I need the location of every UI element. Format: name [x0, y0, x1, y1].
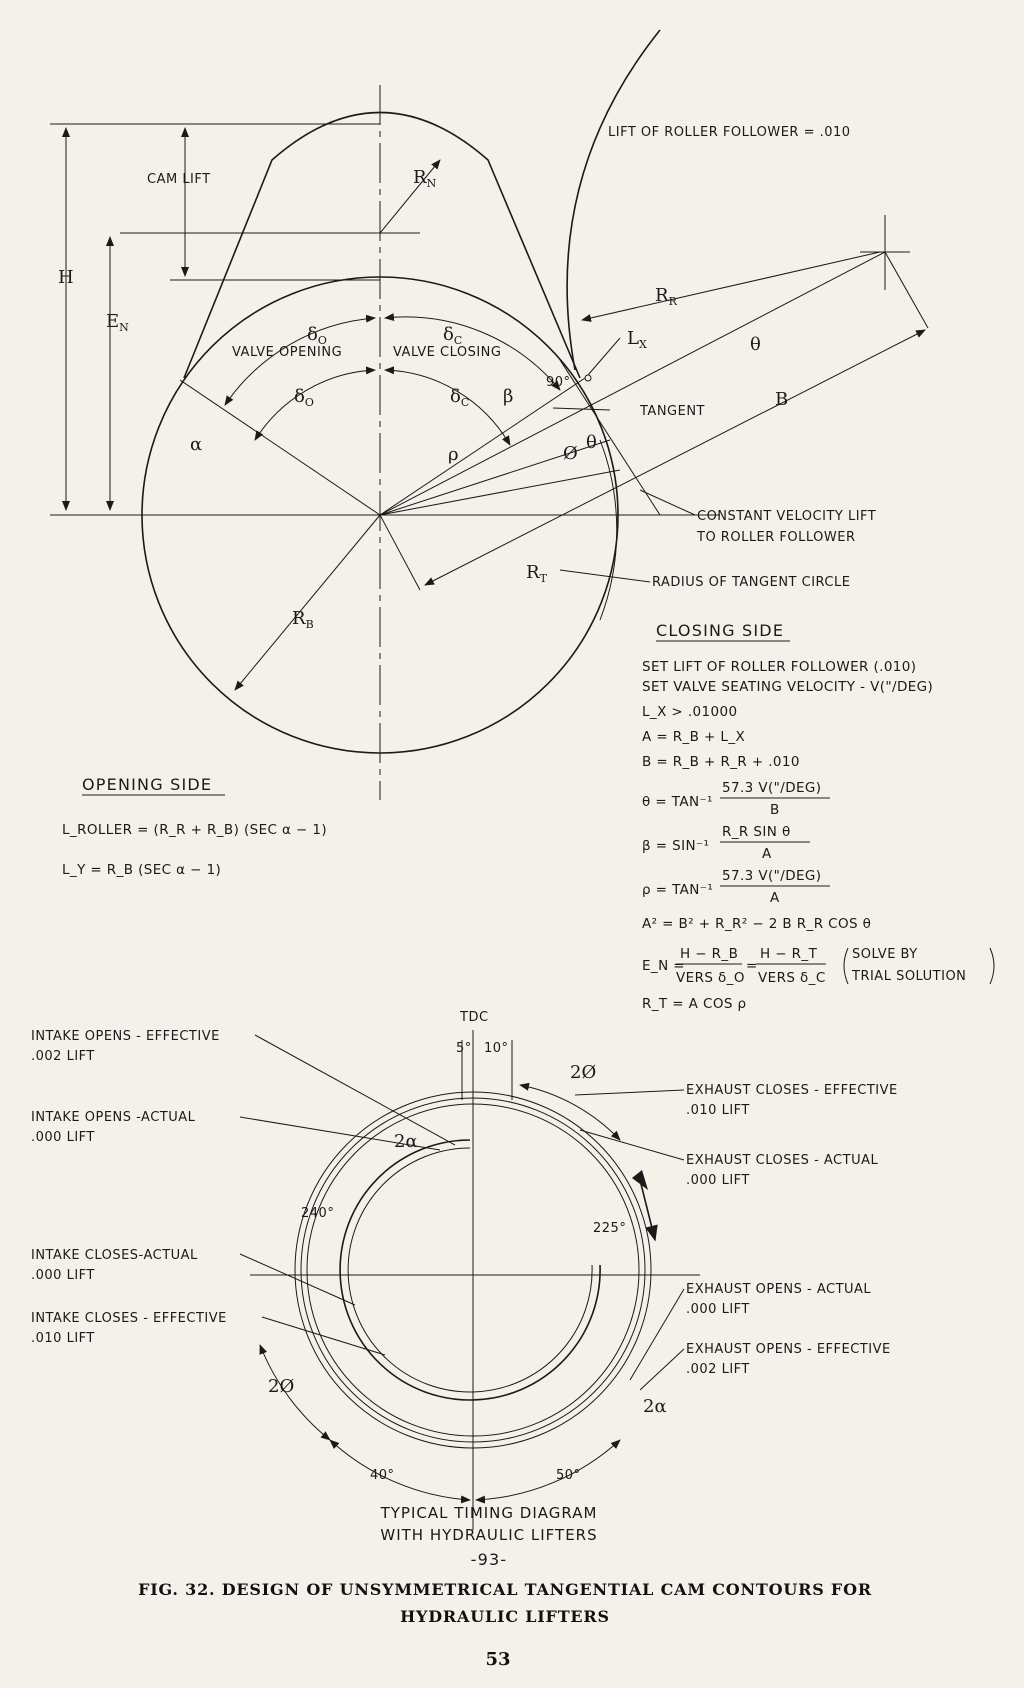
phi-line: [380, 470, 620, 515]
delta-c-label: $\delta_C$: [450, 386, 470, 409]
intake-opens-act-2: .000 LIFT: [31, 1130, 95, 1145]
exhaust-closes-act-2: .000 LIFT: [686, 1173, 750, 1188]
forty-arc: [330, 1440, 470, 1500]
closing-line-5: B = R_B + R_R + .010: [642, 754, 800, 770]
valve-closing-label: VALVE CLOSING: [393, 345, 502, 360]
lx-label: $L_X$: [627, 328, 647, 351]
contact-point: [585, 375, 591, 381]
opening-eq-2: L_Y = R_B (SEC α − 1): [62, 862, 222, 878]
en-eq-equals: =: [746, 958, 758, 974]
closing-line-1: SET LIFT OF ROLLER FOLLOWER (.010): [642, 659, 917, 675]
ten-deg-label: 10°: [484, 1041, 509, 1056]
deg-225-label: 225°: [593, 1221, 627, 1236]
deg-240-label: 240°: [301, 1206, 335, 1221]
rho-eq-num: 57.3 V("/DEG): [722, 868, 822, 884]
cam-lift-label: CAM LIFT: [147, 172, 211, 187]
a-line: [380, 378, 585, 515]
b-label: B: [775, 389, 789, 410]
caption-line-2: HYDRAULIC LIFTERS: [400, 1607, 610, 1626]
constant-velocity-leader: [640, 490, 695, 515]
valve-opening-label: VALVE OPENING: [232, 345, 343, 360]
rt-line: [380, 515, 420, 590]
rn-label: $R_N$: [413, 167, 437, 190]
closing-line-3: L_X > .01000: [642, 704, 738, 720]
radius-tangent-circle-label: RADIUS OF TANGENT CIRCLE: [652, 575, 851, 590]
intake-closes-eff-2: .010 LIFT: [31, 1331, 95, 1346]
delta-o-top-label: $\delta_O$: [307, 324, 327, 347]
two-phi-top-label: 2Ø: [570, 1062, 597, 1083]
rr-line: [582, 252, 880, 320]
roller-follower-arc: [567, 30, 660, 370]
closing-side-heading: CLOSING SIDE: [656, 621, 785, 640]
a2-eq: A² = B² + R_R² − 2 B R_R COS θ: [642, 916, 872, 932]
deg-50-label: 50°: [556, 1468, 581, 1483]
two-phi-bottom-label: 2Ø: [268, 1376, 295, 1397]
intake-opens-eff-2: .002 LIFT: [31, 1049, 95, 1064]
rho-eq-den: A: [770, 890, 780, 906]
exhaust-closes-act-leader: [580, 1130, 684, 1160]
solve-label-2: TRIAL SOLUTION: [852, 969, 967, 984]
exhaust-opens-act-leader: [630, 1289, 684, 1380]
constant-velocity-label-2: TO ROLLER FOLLOWER: [697, 530, 856, 545]
center-to-roller-line: [380, 252, 885, 515]
solve-paren-right: [990, 948, 994, 984]
intake-closes-eff-1: INTAKE CLOSES - EFFECTIVE: [31, 1311, 227, 1326]
tdc-label: TDC: [460, 1010, 489, 1025]
opening-side-heading: OPENING SIDE: [82, 775, 213, 794]
opening-radius-line: [180, 380, 380, 515]
lift-of-roller-label: LIFT OF ROLLER FOLLOWER = .010: [608, 125, 851, 140]
opening-eq-1: L_ROLLER = (R_R + R_B) (SEC α − 1): [62, 822, 328, 838]
two-alpha-top-label: 2α: [394, 1131, 418, 1152]
five-deg-label: 5°: [456, 1041, 472, 1056]
theta-eq-num: 57.3 V("/DEG): [722, 780, 822, 796]
theta-eq-left: θ = TAN⁻¹: [642, 794, 713, 810]
rn-leader: [380, 160, 440, 233]
beta-eq-den: A: [762, 846, 772, 862]
intake-closes-act-1: INTAKE CLOSES-ACTUAL: [31, 1248, 198, 1263]
delta-o-label: $\delta_O$: [294, 386, 314, 409]
radius-tangent-leader: [560, 570, 650, 582]
closing-line-2: SET VALVE SEATING VELOCITY - V("/DEG): [642, 679, 934, 695]
beta-eq-num: R_R SIN θ: [722, 824, 791, 840]
rr-label: $R_R$: [655, 285, 677, 308]
caption-line-1: FIG. 32. DESIGN OF UNSYMMETRICAL TANGENTIAL CAM CONTOURS FOR: [138, 1580, 872, 1599]
rt-eq: R_T = A COS ρ: [642, 996, 747, 1012]
en-eq-num2: H − R_T: [760, 946, 818, 962]
exhaust-opens-eff-2: .002 LIFT: [686, 1362, 750, 1377]
b-ext-line: [885, 252, 928, 328]
exhaust-opens-act-1: EXHAUST OPENS - ACTUAL: [686, 1282, 872, 1297]
en-eq-den1: VERS δ_O: [676, 970, 745, 986]
rho-eq-left: ρ = TAN⁻¹: [642, 882, 714, 898]
lx-leader: [588, 338, 620, 375]
exhaust-opens-eff-leader: [640, 1349, 684, 1390]
exhaust-opens-act-2: .000 LIFT: [686, 1302, 750, 1317]
timing-title-2: WITH HYDRAULIC LIFTERS: [380, 1526, 598, 1544]
page-number: 53: [485, 1649, 511, 1670]
closing-line-4: A = R_B + L_X: [642, 729, 746, 745]
tangent-circle-arc: [600, 440, 617, 620]
solve-paren-left: [844, 948, 848, 984]
intake-closes-eff-leader: [262, 1317, 385, 1355]
alpha-label: α: [190, 434, 203, 455]
intake-arc: [340, 1140, 600, 1400]
delta-o-arc: [255, 370, 375, 440]
rb-line: [235, 515, 380, 690]
delta-c-arc: [385, 370, 510, 445]
solve-label-1: SOLVE BY: [852, 947, 918, 962]
two-alpha-bottom-label: 2α: [643, 1396, 667, 1417]
intake-opens-eff-leader: [255, 1035, 455, 1145]
rb-label: $R_B$: [292, 608, 314, 631]
theta-lower-label: θ: [586, 432, 597, 453]
intake-closes-act-2: .000 LIFT: [31, 1268, 95, 1283]
b-dimension: [425, 330, 925, 585]
en-eq-den2: VERS δ_C: [758, 970, 826, 986]
timing-title-1: TYPICAL TIMING DIAGRAM: [380, 1504, 598, 1522]
intake-opens-act-1: INTAKE OPENS -ACTUAL: [31, 1110, 196, 1125]
fifty-arc: [476, 1440, 620, 1500]
opening-side: [62, 775, 327, 878]
beta-label: β: [503, 386, 514, 407]
exhaust-closes-eff-leader: [575, 1090, 684, 1095]
beta-eq-left: β = SIN⁻¹: [642, 838, 710, 854]
tangent-label: TANGENT: [640, 404, 706, 419]
deg-40-label: 40°: [370, 1468, 395, 1483]
theta-eq-den: B: [770, 802, 780, 818]
en-eq-num1: H − R_B: [680, 946, 739, 962]
rho-label: ρ: [448, 444, 459, 465]
caption: [138, 1580, 872, 1670]
closing-side: [642, 621, 994, 1012]
cam-nose-contour: [184, 113, 580, 379]
rotation-arrow-head: [632, 1170, 648, 1190]
timing-diagram: [31, 1010, 898, 1569]
rt-label: $R_T$: [526, 562, 547, 585]
constant-velocity-label-1: CONSTANT VELOCITY LIFT: [697, 509, 877, 524]
exhaust-closes-eff-2: .010 LIFT: [686, 1103, 750, 1118]
phi-label: Ø: [563, 443, 578, 464]
exhaust-opens-eff-1: EXHAUST OPENS - EFFECTIVE: [686, 1342, 891, 1357]
theta-upper-label: θ: [750, 334, 761, 355]
ninety-label: 90°: [546, 375, 571, 390]
delta-c-top-label: $\delta_C$: [443, 324, 463, 347]
en-eq-left: E_N =: [642, 958, 685, 974]
exhaust-closes-eff-1: EXHAUST CLOSES - EFFECTIVE: [686, 1083, 898, 1098]
intake-opens-eff-1: INTAKE OPENS - EFFECTIVE: [31, 1029, 220, 1044]
en-label: $E_N$: [106, 311, 129, 334]
h-label: H: [58, 267, 74, 288]
plate-number: -93-: [470, 1550, 508, 1569]
exhaust-closes-act-1: EXHAUST CLOSES - ACTUAL: [686, 1153, 879, 1168]
